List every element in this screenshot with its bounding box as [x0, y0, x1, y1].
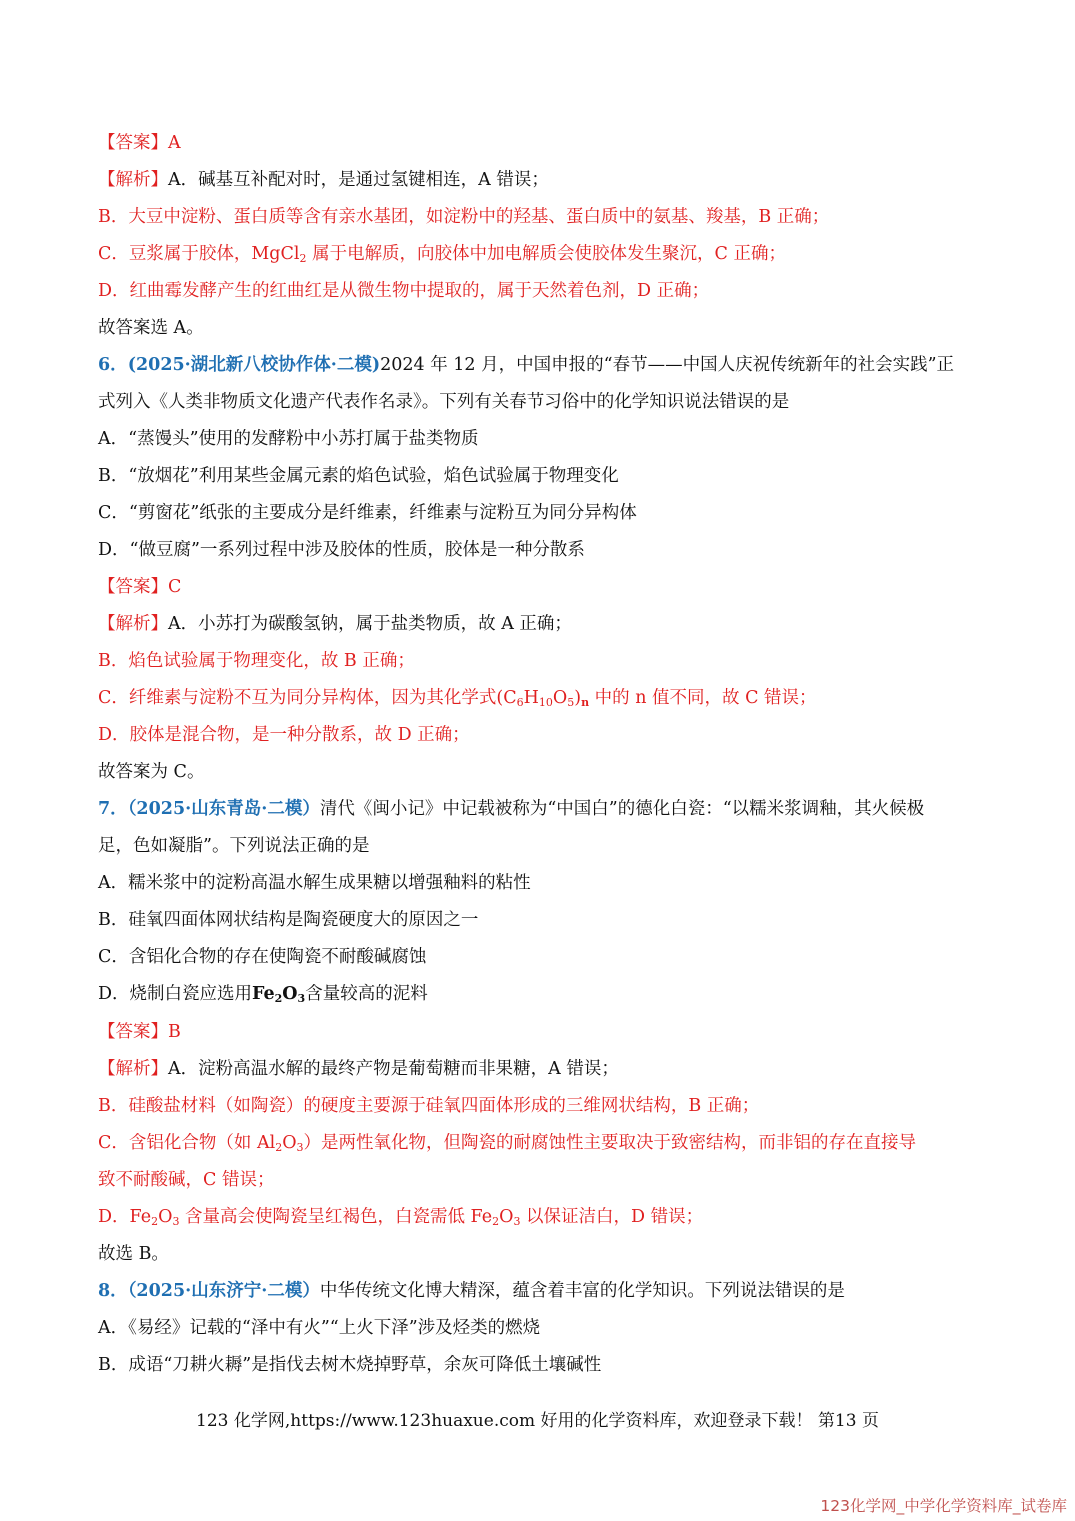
- q6-analysis-d: D．胶体是混合物，是一种分散系，故 D 正确；: [98, 725, 470, 745]
- q7-option-b: B．硅氧四面体网状结构是陶瓷硬度大的原因之一: [98, 910, 479, 930]
- q8-option-b: B．成语“刀耕火耨”是指伐去树木烧掉野草，余灰可降低土壤碱性: [98, 1355, 602, 1375]
- q7-option-d: D．烧制白瓷应选用$Fe_2O_3$含量较高的泥料: [98, 984, 428, 1005]
- q7-analysis-c: C．含铝化合物（如 $Al_2O_3$）是两性氧化物，但陶瓷的耐腐蚀性主要取决于致密结构，而非铝的存在直接导: [98, 1133, 917, 1154]
- q7-analysis-c-cont: 致不耐酸碱，C 错误；: [98, 1170, 275, 1190]
- q6-option-a: A．“蒸馒头”使用的发酵粉中小苏打属于盐类物质: [98, 429, 479, 449]
- q6-answer: 【答案】C: [98, 577, 182, 597]
- q6-analysis-a: 【解析】A．小苏打为碳酸氢钠，属于盐类物质，故 A 正确；: [98, 614, 572, 634]
- analysis-tag: 【解析】: [98, 614, 168, 634]
- q6-stem-line1: 6．(2025·湖北新八校协作体·二模)2024 年 12 月，中国申报的“春节——中国人庆祝传统新年的社会实践”正: [98, 355, 955, 375]
- analysis-tag: 【解析】: [98, 170, 168, 190]
- q7-answer: 【答案】B: [98, 1022, 181, 1042]
- q6-stem-line2: 式列入《人类非物质文化遗产代表作名录》。下列有关春节习俗中的化学知识说法错误的是: [98, 392, 790, 412]
- question-number: 8．: [98, 1281, 128, 1301]
- q7-option-c: C．含铝化合物的存在使陶瓷不耐酸碱腐蚀: [98, 947, 427, 967]
- q7-option-a: A．糯米浆中的淀粉高温水解生成果糖以增强釉料的粘性: [98, 873, 531, 893]
- question-number: 6．: [98, 355, 128, 375]
- q5-analysis-c: C．豆浆属于胶体，MgCl$_2$ 属于电解质，向胶体中加电解质会使胶体发生聚沉，C 正确；: [98, 244, 787, 265]
- page-footer: 123 化学网,https://www.123huaxue.com 好用的化学资料库，欢迎登录下载！ 第13 页: [196, 1411, 879, 1431]
- question-source: （2025·山东济宁·二模）: [127, 1281, 320, 1301]
- answer-tag: 【答案】: [98, 577, 168, 597]
- answer-tag: 【答案】: [98, 1022, 168, 1042]
- q6-option-c: C．“剪窗花”纸张的主要成分是纤维素，纤维素与淀粉互为同分异构体: [98, 503, 637, 523]
- q5-analysis-b: B．大豆中淀粉、蛋白质等含有亲水基团，如淀粉中的羟基、蛋白质中的氨基、羧基，B 正确；: [98, 207, 830, 227]
- q7-analysis-d: D．$Fe_2O_3$ 含量高会使陶瓷呈红褐色，白瓷需低 $Fe_2O_3$ 以保证洁白，D 错误；: [98, 1207, 704, 1228]
- question-source: (2025·湖北新八校协作体·二模): [127, 355, 381, 375]
- question-source: （2025·山东青岛·二模）: [127, 799, 320, 819]
- q5-analysis-d: D．红曲霉发酵产生的红曲红是从微生物中提取的，属于天然着色剂，D 正确；: [98, 281, 710, 301]
- q7-analysis-b: B．硅酸盐材料（如陶瓷）的硬度主要源于硅氧四面体形成的三维网状结构，B 正确；: [98, 1096, 760, 1116]
- q5-analysis-a: 【解析】A．碱基互补配对时，是通过氢键相连，A 错误；: [98, 170, 549, 190]
- q7-stem-line2: 足，色如凝脂”。下列说法正确的是: [98, 836, 370, 856]
- q5-answer: 【答案】A: [98, 133, 181, 153]
- answer-tag: 【答案】: [98, 133, 168, 153]
- q7-stem-line1: 7．（2025·山东青岛·二模）清代《闽小记》中记载被称为“中国白”的德化白瓷：“以糯米浆调釉，其火候极: [98, 799, 925, 819]
- q6-option-d: D．“做豆腐”一系列过程中涉及胶体的性质，胶体是一种分散系: [98, 540, 585, 560]
- analysis-tag: 【解析】: [98, 1059, 168, 1079]
- q5-conclusion: 故答案选 A。: [98, 318, 204, 338]
- question-number: 7．: [98, 799, 128, 819]
- q7-analysis-a: 【解析】A．淀粉高温水解的最终产物是葡萄糖而非果糖，A 错误；: [98, 1059, 619, 1079]
- q6-analysis-c: C．纤维素与淀粉不互为同分异构体，因为其化学式$(C_6H_{10}O_5)_n$ 中的 n 值不同，故 C 错误；: [98, 688, 817, 709]
- q6-conclusion: 故答案为 C。: [98, 762, 205, 782]
- q8-option-a: A．《易经》记载的“泽中有火”“上火下泽”涉及烃类的燃烧: [98, 1318, 541, 1338]
- q7-conclusion: 故选 B。: [98, 1244, 169, 1264]
- q6-analysis-b: B．焰色试验属于物理变化，故 B 正确；: [98, 651, 415, 671]
- watermark: 123化学网_中学化学资料库_试卷库: [820, 1497, 1067, 1515]
- q6-option-b: B．“放烟花”利用某些金属元素的焰色试验，焰色试验属于物理变化: [98, 466, 619, 486]
- q8-stem: 8．（2025·山东济宁·二模）中华传统文化博大精深，蕴含着丰富的化学知识。下列说法错误的是: [98, 1281, 845, 1301]
